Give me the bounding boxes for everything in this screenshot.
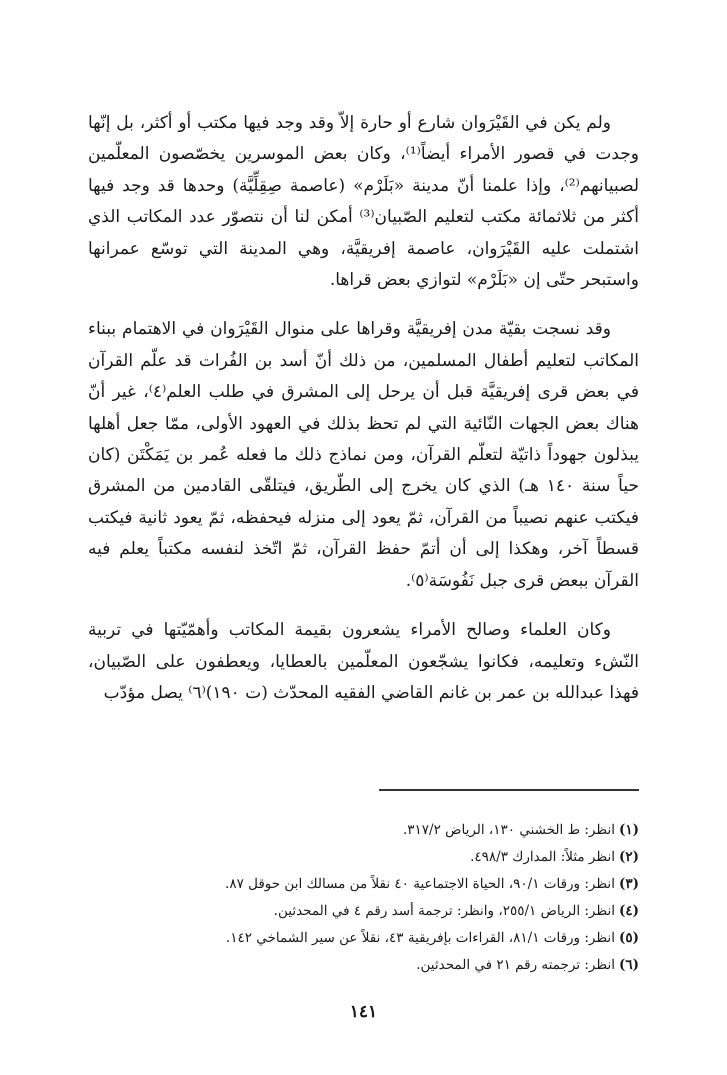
footnote-number: (٥) <box>618 930 639 946</box>
footnote-number: (٤) <box>618 903 639 919</box>
footnote-item <box>88 817 639 844</box>
footnote-number: (٦) <box>618 957 639 973</box>
paragraph-1-text: ولم يكن في القَيْرَوان شارع أو حارة إلاّ وقد وجد فيها مكتب أو أكثر، بل إنّها وجدت في قصور الأمراء أيضاً⁽¹⁾، وكان بعض الموسرين يخصّصون المعلّمين لصبيانهم⁽²⁾، وإذا علمنا أنّ مدينة «بَلَرْم» (عاصمة صِقِلِّيَّة) وحدها قد وجد فيها أكثر من ثلاثمائة مكتب لتعليم الصّبيان⁽³⁾ أمكن لنا أن نتصوّر عدد المكاتب الذي اشتملت عليه القَيْرَوان، عاصمة إفريقيَّة، وهي المدينة التي توسّع عمرانها واستبحر حتّى إن «بَلَرْم» لتوازي بعض قراها. <box>88 113 639 291</box>
footnote-number: (١) <box>618 822 639 838</box>
paragraph-1 <box>88 108 639 296</box>
footnote-number: (٢) <box>618 849 639 865</box>
footnotes-list <box>88 817 639 979</box>
footnote-item <box>88 925 639 952</box>
page-number: ١٤١ <box>349 1002 378 1022</box>
footnote-text: انظر: ط الخشني ١٣٠، الرياض ٣١٧/٢. <box>402 822 615 838</box>
footnote-text: انظر: ترجمته رقم ٢١ في المحدثين. <box>416 957 615 973</box>
footnote-text: انظر: ورقات ٨١/١، القراءات بإفريقية ٤٣، نقلاً عن سير الشماخي ١٤٢. <box>225 930 615 946</box>
footnote-item <box>88 952 639 979</box>
paragraph-2 <box>88 314 639 597</box>
footnote-text: انظر: ورقات ٩٠/١، الحياة الاجتماعية ٤٠ نقلاً من مسالك ابن حوقل ٨٧. <box>225 876 615 892</box>
footnote-item <box>88 871 639 898</box>
footnote-text: انظر: الرياض ٢٥٥/١، وانظر: ترجمة أسد رقم ٤ في المحدثين. <box>273 903 615 919</box>
footnote-number: (٣) <box>618 876 639 892</box>
footnote-item <box>88 898 639 925</box>
paragraph-2-text: وقد نسجت بقيّة مدن إفريقيَّة وقراها على منوال القَيْرَوان في الاهتمام ببناء المكاتب لتعليم أطفال المسلمين، من ذلك أنّ أسد بن الفُرات قد علّم القرآن في بعض قرى إفريقيَّة قبل أن يرحل إلى المشرق في طلب العلم⁽٤⁾، غير أنّ هناك بعض الجهات النّائية التي لم تحظ بذلك في العهود الأولى، ممّا جعل أهلها يبذلون جهوداً ذاتيّة لتعلّم القرآن، ومن نماذج ذلك ما فعله عُمر بن يَمَكْتَن (كان حياً سنة ١٤٠ هـ) الذي كان يخرج إلى الطّريق، فيتلقّى القادمين من المشرق فيكتب عنهم نصيباً من القرآن، ثمّ يعود إلى منزله فيحفظه، ثمّ يعود ثانية فيكتب قسطاً آخر، وهكذا إلى أن أتمّ حفظ القرآن، ثمّ اتّخذ لنفسه مكتباً يعلم فيه القرآن ببعض قرى جبل نَفُوسَة⁽٥⁾. <box>88 319 640 591</box>
body-text <box>88 108 639 709</box>
paragraph-3-text: وكان العلماء وصالح الأمراء يشعرون بقيمة المكاتب وأهمّيّتها في تربية النّشء وتعليمه، فكانوا يشجّعون المعلّمين بالعطايا، ويعطفون على الصّبيان، فهذا عبدالله بن عمر بن غانم القاضي الفقيه المحدّث (ت ١٩٠)⁽٦⁾ يصل مؤدّب <box>88 620 639 703</box>
footnote-divider <box>379 789 639 791</box>
footnote-item <box>88 844 639 871</box>
footnote-text: انظر مثلاً: المدارك ٤٩٨/٣. <box>470 849 615 865</box>
paragraph-3 <box>88 615 639 709</box>
